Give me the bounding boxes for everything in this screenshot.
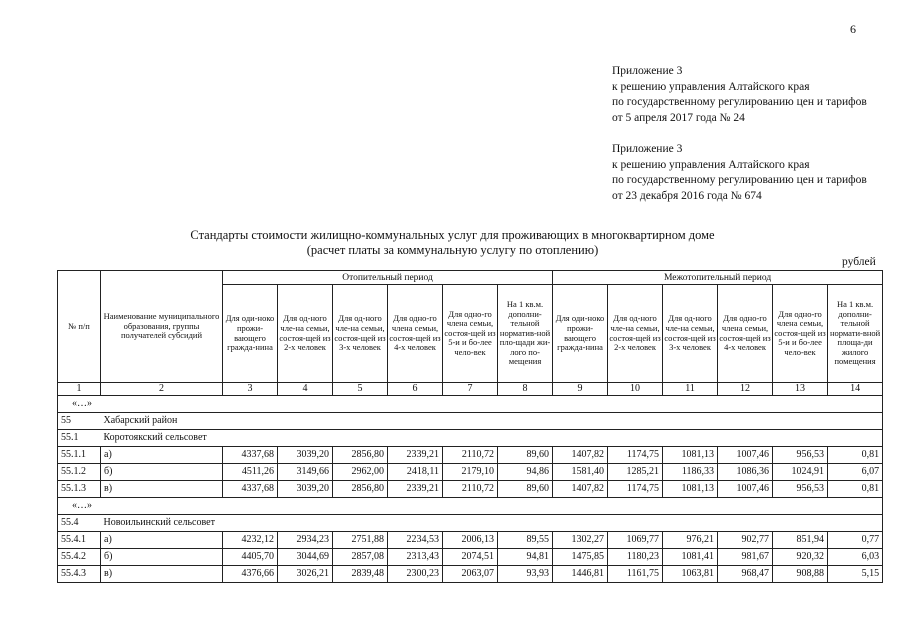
header-nonheating-col: Для одно-го члена семьи, состоя-щей из 5-и и бо-лее чело-век — [773, 285, 828, 383]
table-cell: 6,07 — [828, 464, 883, 481]
group-row — [58, 413, 883, 430]
table-cell: 1180,23 — [608, 549, 663, 566]
table-cell: 2300,23 — [388, 566, 443, 583]
column-number: 4 — [278, 383, 333, 396]
table-cell: 976,21 — [663, 532, 718, 549]
table-cell: 1446,81 — [553, 566, 608, 583]
column-number: 10 — [608, 383, 663, 396]
table-cell: 89,60 — [498, 481, 553, 498]
row-number: 55.1.3 — [58, 481, 101, 498]
table-cell: 3044,69 — [278, 549, 333, 566]
table-cell: 1081,13 — [663, 447, 718, 464]
table-cell: 89,60 — [498, 447, 553, 464]
row-number: 55.1.2 — [58, 464, 101, 481]
ellipsis-marker: «…» — [58, 396, 883, 413]
table-cell: 1063,81 — [663, 566, 718, 583]
table-cell: 1407,82 — [553, 447, 608, 464]
appendix-header-current — [612, 64, 867, 126]
table-cell: 2962,00 — [333, 464, 388, 481]
appendix-line: к решению управления Алтайского края — [612, 80, 810, 93]
table-cell: 1081,41 — [663, 549, 718, 566]
header-nonheating-period: Межотопительный период — [553, 271, 883, 285]
table-cell: 1407,82 — [553, 481, 608, 498]
header-row-number: № п/п — [58, 271, 101, 383]
recipient-group: в) — [101, 566, 223, 583]
header-heating-col: Для од-ного чле-на семьи, состоя-щей из 3-х человек — [333, 285, 388, 383]
table-cell: 1302,27 — [553, 532, 608, 549]
table-row — [58, 481, 883, 498]
recipient-group: б) — [101, 464, 223, 481]
table-cell: 2110,72 — [443, 481, 498, 498]
table-body — [58, 396, 883, 583]
column-number: 13 — [773, 383, 828, 396]
table-cell: 2856,80 — [333, 481, 388, 498]
table-cell: 956,53 — [773, 447, 828, 464]
table-cell: 4511,26 — [223, 464, 278, 481]
header-heating-col: Для оди-ноко прожи-вающего гражда-нина — [223, 285, 278, 383]
column-number: 6 — [388, 383, 443, 396]
column-number: 3 — [223, 383, 278, 396]
header-name: Наименование муниципального образования, группы получателей субсидий — [101, 271, 223, 383]
table-cell: 2006,13 — [443, 532, 498, 549]
table-cell: 1081,13 — [663, 481, 718, 498]
header-nonheating-col: На 1 кв.м. дополни-тельной нормати-вной площа-ди жилого помещения — [828, 285, 883, 383]
table-cell: 1174,75 — [608, 447, 663, 464]
table-cell: 94,86 — [498, 464, 553, 481]
row-number: 55.1 — [58, 430, 101, 447]
column-number: 1 — [58, 383, 101, 396]
header-heating-period: Отопительный период — [223, 271, 553, 285]
table-cell: 1161,75 — [608, 566, 663, 583]
appendix-line: по государственному регулированию цен и тарифов — [612, 96, 867, 108]
table-cell: 851,94 — [773, 532, 828, 549]
table-cell: 956,53 — [773, 481, 828, 498]
table-cell: 902,77 — [718, 532, 773, 549]
table-cell: 4337,68 — [223, 447, 278, 464]
column-number: 14 — [828, 383, 883, 396]
appendix-line: Приложение 3 — [612, 143, 683, 155]
table-cell: 981,67 — [718, 549, 773, 566]
title-line: Стандарты стоимости жилищно-коммунальных услуг для проживающих в многоквартирном доме — [190, 228, 715, 242]
appendix-line: Приложение 3 — [612, 65, 683, 77]
tariff-table — [57, 270, 883, 583]
table-row — [58, 464, 883, 481]
table-cell: 2751,88 — [333, 532, 388, 549]
ellipsis-row — [58, 396, 883, 413]
header-nonheating-col: Для од-ного чле-на семьи, состоя-щей из 3-х человек — [663, 285, 718, 383]
ellipsis-row — [58, 498, 883, 515]
table-cell: 2063,07 — [443, 566, 498, 583]
column-number: 7 — [443, 383, 498, 396]
table-cell: 2934,23 — [278, 532, 333, 549]
table-cell: 920,32 — [773, 549, 828, 566]
column-number: 9 — [553, 383, 608, 396]
subtitle-line: (расчет платы за коммунальную услугу по отоплению) — [306, 243, 599, 257]
table-cell: 3039,20 — [278, 447, 333, 464]
header-heating-col: На 1 кв.м. дополни-тельной норматив-ной пло-щади жи-лого по-мещения — [498, 285, 553, 383]
table-cell: 2856,80 — [333, 447, 388, 464]
table-cell: 2339,21 — [388, 481, 443, 498]
table-cell: 1186,33 — [663, 464, 718, 481]
table-cell: 2234,53 — [388, 532, 443, 549]
row-number: 55.1.1 — [58, 447, 101, 464]
group-name: Новоильинский сельсовет — [101, 515, 883, 532]
group-name: Коротоякский сельсовет — [101, 430, 883, 447]
table-cell: 93,93 — [498, 566, 553, 583]
table-cell: 4405,70 — [223, 549, 278, 566]
appendix-line: к решению управления Алтайского края — [612, 158, 810, 171]
table-cell: 2418,11 — [388, 464, 443, 481]
table-cell: 4337,68 — [223, 481, 278, 498]
column-number: 2 — [101, 383, 223, 396]
row-number: 55.4.1 — [58, 532, 101, 549]
appendix-line: по государственному регулированию цен и тарифов — [612, 174, 867, 186]
table-cell: 3149,66 — [278, 464, 333, 481]
table-cell: 1285,21 — [608, 464, 663, 481]
header-heating-col: Для од-ного чле-на семьи, состоя-щей из 2-х человек — [278, 285, 333, 383]
table-cell: 0,81 — [828, 481, 883, 498]
recipient-group: б) — [101, 549, 223, 566]
row-number: 55.4 — [58, 515, 101, 532]
table-cell: 2313,43 — [388, 549, 443, 566]
header-heating-col: Для одно-го члена семьи, состоя-щей из 4-х человек — [388, 285, 443, 383]
table-cell: 2110,72 — [443, 447, 498, 464]
table-cell: 5,15 — [828, 566, 883, 583]
table-cell: 2857,08 — [333, 549, 388, 566]
table-cell: 2179,10 — [443, 464, 498, 481]
column-number: 5 — [333, 383, 388, 396]
table-cell: 1007,46 — [718, 447, 773, 464]
table-cell: 3026,21 — [278, 566, 333, 583]
header-nonheating-col: Для од-ного чле-на семьи, состоя-щей из 2-х человек — [608, 285, 663, 383]
table-cell: 1174,75 — [608, 481, 663, 498]
appendix-line: от 23 декабря 2016 года № 674 — [612, 189, 762, 202]
table-cell: 2839,48 — [333, 566, 388, 583]
table-cell: 89,55 — [498, 532, 553, 549]
table-cell: 1007,46 — [718, 481, 773, 498]
table-cell: 2074,51 — [443, 549, 498, 566]
table-cell: 4232,12 — [223, 532, 278, 549]
table-cell: 3039,20 — [278, 481, 333, 498]
table-row — [58, 549, 883, 566]
column-number: 12 — [718, 383, 773, 396]
recipient-group: а) — [101, 447, 223, 464]
column-number: 11 — [663, 383, 718, 396]
table-cell: 0,81 — [828, 447, 883, 464]
header-heating-col: Для одно-го члена семьи, состоя-щей из 5-и и бо-лее чело-век — [443, 285, 498, 383]
table-cell: 1086,36 — [718, 464, 773, 481]
ellipsis-marker: «…» — [58, 498, 883, 515]
units-label: рублей — [842, 256, 876, 268]
table-cell: 6,03 — [828, 549, 883, 566]
document-title — [0, 228, 905, 258]
recipient-group: в) — [101, 481, 223, 498]
table-cell: 968,47 — [718, 566, 773, 583]
page-number: 6 — [850, 22, 856, 36]
row-number: 55.4.2 — [58, 549, 101, 566]
table-cell: 2339,21 — [388, 447, 443, 464]
appendix-line: от 5 апреля 2017 года № 24 — [612, 111, 745, 124]
header-nonheating-col: Для одно-го члена семьи, состоя-щей из 4-х человек — [718, 285, 773, 383]
row-number: 55 — [58, 413, 101, 430]
group-row — [58, 430, 883, 447]
table-cell: 0,77 — [828, 532, 883, 549]
row-number: 55.4.3 — [58, 566, 101, 583]
table-row — [58, 447, 883, 464]
table-row — [58, 532, 883, 549]
table-cell: 4376,66 — [223, 566, 278, 583]
table-cell: 94,81 — [498, 549, 553, 566]
appendix-header-previous — [612, 142, 867, 204]
table-row — [58, 566, 883, 583]
group-name: Хабарский район — [101, 413, 883, 430]
header-nonheating-col: Для оди-ноко прожи-вающего гражда-нина — [553, 285, 608, 383]
table-cell: 1024,91 — [773, 464, 828, 481]
group-row — [58, 515, 883, 532]
table-cell: 1475,85 — [553, 549, 608, 566]
recipient-group: а) — [101, 532, 223, 549]
column-number-row — [58, 383, 883, 396]
table-cell: 908,88 — [773, 566, 828, 583]
table-cell: 1069,77 — [608, 532, 663, 549]
column-number: 8 — [498, 383, 553, 396]
table-cell: 1581,40 — [553, 464, 608, 481]
